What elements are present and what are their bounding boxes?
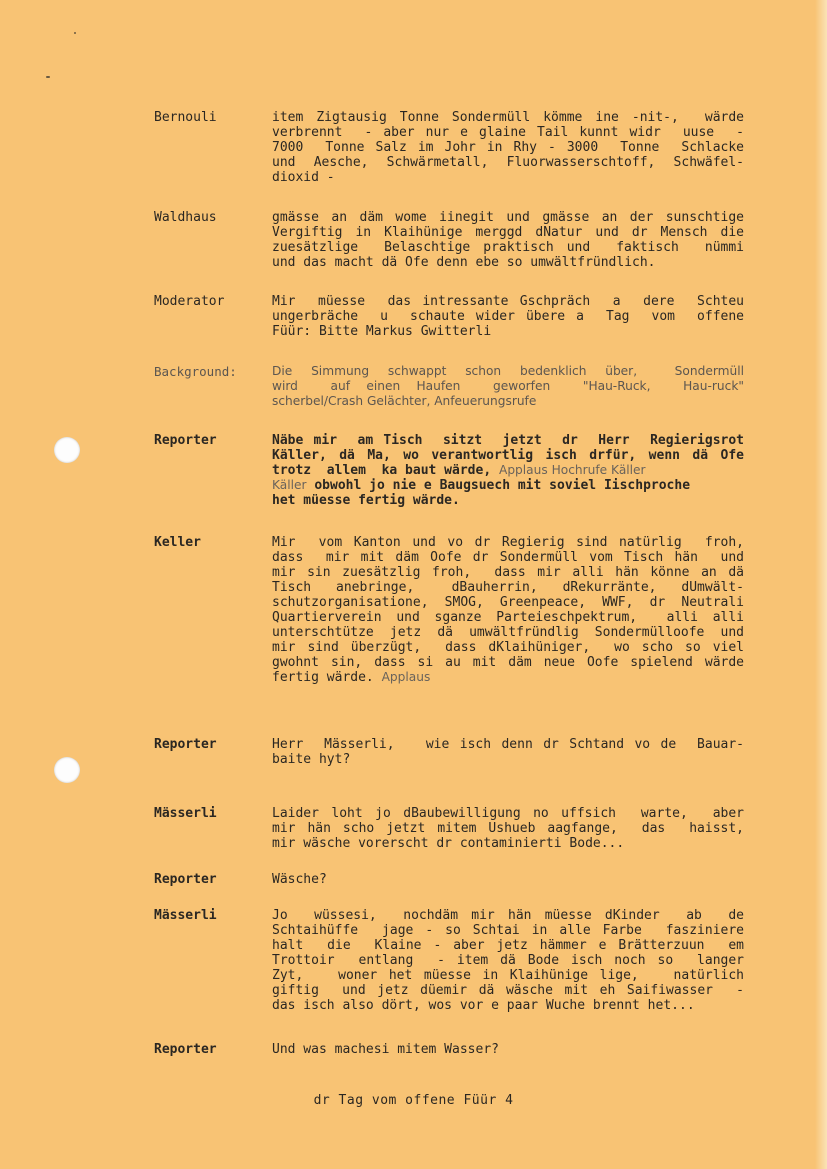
speech-line: item Zigtausig Tonne Sondermüll kömme ine -nit-, wärde	[272, 110, 744, 125]
speech-line: giftig und jetz düemir dä wäsche mit eh Saifiwasser -	[272, 983, 744, 998]
speech-line: Füür: Bitte Markus Gwitterli	[272, 324, 492, 339]
page-footer: dr Tag vom offene Füür 4	[313, 1093, 514, 1108]
speech-line: gmässe an däm wome iinegit und gmässe an der sunschtige	[272, 210, 744, 225]
speech-fragment: fertig wärde.	[272, 670, 374, 685]
speech-line: mir hän scho jetzt mitem Ushueb aagfange, das haisst,	[272, 821, 744, 836]
stage-direction	[272, 364, 744, 409]
stage-direction-inline: Käller	[272, 478, 307, 492]
speech-line: Trottoir entlang - item dä Bode isch noch so langer	[272, 953, 744, 968]
speech-text	[272, 1042, 744, 1057]
speech-fragment: trotz allem ka baut wärde,	[272, 463, 492, 478]
speaker-name: Waldhaus	[154, 210, 217, 225]
speaker-name: Mässerli	[154, 806, 217, 821]
speech-line: Mir vom Kanton und vo dr Regierig sind natürlig froh,	[272, 535, 744, 550]
speech-line: Und was machesi mitem Wasser?	[272, 1042, 499, 1057]
speech-line	[272, 463, 744, 478]
speaker-name: Reporter	[154, 737, 217, 752]
paper-speck	[46, 76, 50, 78]
speech-text	[272, 210, 744, 270]
speech-line: halt die Klaine - aber jetz hämmer e Brätterzuun em	[272, 938, 744, 953]
speaker-name: Bernouli	[154, 110, 217, 125]
stage-direction-inline: Applaus	[381, 670, 431, 684]
speech-line: Herr Mässerli, wie isch denn dr Schtand vo de Bauar-	[272, 737, 744, 752]
speech-text	[272, 908, 744, 1013]
speech-line: gwohnt sin, dass si au mit däm neue Oofe spielend wärde	[272, 655, 744, 670]
speaker-name: Reporter	[154, 1042, 217, 1057]
speech-line	[272, 478, 744, 493]
speaker-name: Reporter	[154, 872, 217, 887]
speech-line: 7000 Tonne Salz im Johr in Rhy - 3000 Tonne Schlacke	[272, 140, 744, 155]
speech-text	[272, 110, 744, 185]
speech-text	[272, 535, 744, 685]
speech-line: Quartierverein und sganze Parteieschpektrum, alli alli	[272, 610, 744, 625]
speaker-name: Background:	[154, 364, 237, 379]
speaker-name: Mässerli	[154, 908, 217, 923]
speech-text	[272, 872, 744, 887]
speech-line: Näbe mir am Tisch sitzt jetzt dr Herr Regierigsrot	[272, 433, 744, 448]
speaker-name: Moderator	[154, 294, 225, 309]
speech-line: und Aesche, Schwärmetall, Fluorwasserschtoff, Schwäfel-	[272, 155, 744, 170]
speech-line: het müesse fertig wärde.	[272, 493, 460, 508]
speech-text	[272, 737, 744, 767]
paper-edge	[815, 0, 827, 1169]
speech-line: mir sin zuesätzlig froh, dass mir alli hän könne an dä	[272, 565, 744, 580]
speech-text	[272, 806, 744, 851]
speech-line: Die Simmung schwappt schon bedenklich über, Sondermüll	[272, 364, 744, 378]
speaker-name: Keller	[154, 535, 201, 550]
speech-line: ungerbräche u schaute wider übere a Tag vom offene	[272, 309, 744, 324]
speech-line: Zyt, woner het müesse in Klaihünige lige, natürlich	[272, 968, 744, 983]
speech-text	[272, 433, 744, 508]
speech-line	[272, 670, 744, 685]
speech-line: dioxid -	[272, 170, 335, 185]
speech-line: und das macht dä Ofe denn ebe so umwältfründlich.	[272, 255, 656, 270]
speech-line: zuesätzlige Belaschtige praktisch und faktisch nümmi	[272, 240, 744, 255]
speech-line: Schtaihüffe jage - so Schtai in alle Farbe fasziniere	[272, 923, 744, 938]
paper-speck	[74, 32, 76, 34]
speech-line: Tisch anebringe, dBauherrin, dRekurränte, dUmwält-	[272, 580, 744, 595]
speech-line: wird auf einen Haufen geworfen "Hau-Ruck, Hau-ruck"	[272, 379, 744, 393]
speech-line: Mir müesse das intressante Gschpräch a dere Schteu	[272, 294, 744, 309]
speech-line: unterschtütze jetz dä umwältfründlig Sondermülloofe und	[272, 625, 744, 640]
speech-line: dass mir mit däm Oofe dr Sondermüll vom Tisch hän und	[272, 550, 744, 565]
stage-direction-inline: Applaus Hochrufe Käller	[498, 463, 646, 477]
speech-line: scherbel/Crash Gelächter, Anfeuerungsrufe	[272, 394, 537, 408]
speech-text	[272, 294, 744, 339]
punch-hole	[54, 437, 80, 463]
speech-line: mir wäsche vorerscht dr contaminierti Bode...	[272, 836, 625, 851]
speech-line: baite hyt?	[272, 752, 351, 767]
speech-line: Laider loht jo dBaubewilligung no uffsich warte, aber	[272, 806, 744, 821]
punch-hole	[54, 757, 80, 783]
speech-line: Wäsche?	[272, 872, 327, 887]
speech-line: verbrennt - aber nur e glaine Tail kunnt widr uuse -	[272, 125, 744, 140]
speaker-name: Reporter	[154, 433, 217, 448]
speech-line: Vergiftig in Klaihünige merggd dNatur und dr Mensch die	[272, 225, 744, 240]
speech-line: Käller, dä Ma, wo verantwortlig isch drfür, wenn dä Ofe	[272, 448, 744, 463]
speech-line: mir sind überzügt, dass dKlaihüniger, wo scho so viel	[272, 640, 744, 655]
speech-line: das isch also dört, wos vor e paar Wuche brennt het...	[272, 998, 695, 1013]
speech-fragment: obwohl jo nie e Baugsuech mit soviel Iischproche	[314, 478, 691, 493]
speech-line: schutzorganisatione, SMOG, Greenpeace, WWF, dr Neutrali	[272, 595, 744, 610]
speech-line: Jo wüssesi, nochdäm mir hän müesse dKinder ab de	[272, 908, 744, 923]
